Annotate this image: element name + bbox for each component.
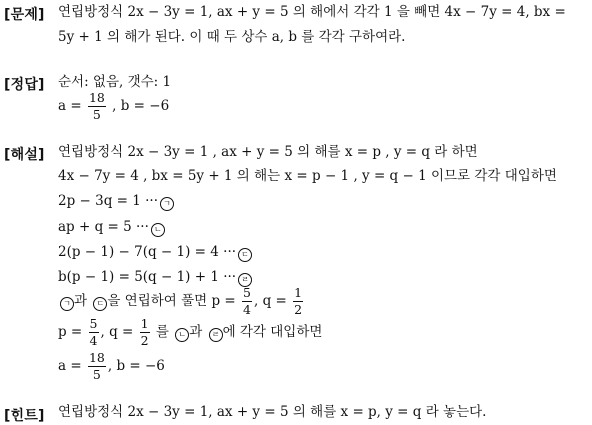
circled-marker-4b: ㄹ (209, 328, 223, 342)
q-denominator: 2 (294, 301, 303, 317)
p-denominator: 4 (243, 301, 251, 317)
final-b-value: , b = −6 (107, 358, 165, 374)
sub-q-fraction (140, 318, 150, 347)
solution-substitute-line (58, 318, 322, 347)
solution-eq-1 (58, 195, 174, 211)
circled-marker-2b: ㄴ (175, 328, 189, 342)
sub-text-3: 에 각각 대입하면 (222, 324, 323, 340)
solution-eq-4 (58, 271, 252, 287)
final-a-denominator: 5 (92, 366, 101, 382)
sub-p-label: p = (58, 324, 83, 340)
answer-a-fraction (88, 92, 106, 121)
problem-line-2: 5y + 1 의 해가 된다. 이 때 두 상수 a, b 를 각각 구하여라. (58, 29, 406, 45)
circled-marker-4: ㄹ (238, 273, 252, 287)
sub-q-label: , q = (100, 324, 134, 340)
hint-label: [힌트] (4, 408, 45, 424)
eq4-text: b(p − 1) = 5(q − 1) + 1 ··· (58, 269, 237, 285)
q-fraction (293, 287, 303, 316)
answer-label: [정답] (4, 77, 45, 93)
circled-marker-3b: ㄷ (93, 297, 107, 311)
q-numerator: 1 (294, 285, 303, 300)
eq2-text: ap + q = 5 ··· (58, 219, 149, 235)
answer-line-2 (58, 92, 169, 121)
eq1-text: 2p − 3q = 1 ··· (58, 193, 159, 209)
solution-eq-3 (58, 246, 252, 262)
sub-text: 를 (155, 324, 169, 340)
solution-combine-line (58, 287, 305, 316)
p-numerator: 5 (243, 285, 251, 300)
solution-line-2: 4x − 7y = 4 , bx = 5y + 1 의 해는 x = p − 1 , y = q − 1 이므로 각각 대입하면 (58, 168, 557, 184)
answer-a-prefix: a = (58, 98, 82, 114)
circled-marker-2: ㄴ (151, 223, 165, 237)
problem-label: [문제] (4, 7, 45, 23)
problem-line-1: 연립방정식 2x − 3y = 1, ax + y = 5 의 해에서 각각 1 을 빼면 4x − 7y = 4, bx = (58, 4, 566, 20)
sub-p-numerator: 5 (89, 316, 98, 331)
final-a-prefix: a = (58, 358, 82, 374)
answer-b-value: , b = −6 (112, 98, 170, 114)
combine-text-2: 을 연립하여 풀면 p = (107, 293, 236, 309)
solution-line-1: 연립방정식 2x − 3y = 1 , ax + y = 5 의 해를 x = p , y = q 라 하면 (58, 144, 478, 160)
circled-marker-1b: ㄱ (60, 297, 74, 311)
sub-q-numerator: 1 (140, 316, 149, 331)
combine-text: 과 (74, 293, 88, 309)
circled-marker-3: ㄷ (238, 248, 252, 262)
sub-p-denominator: 4 (89, 332, 98, 348)
answer-a-numerator: 18 (88, 90, 105, 105)
circled-marker-1: ㄱ (160, 197, 174, 211)
final-a-numerator: 18 (88, 350, 105, 365)
final-a-fraction (88, 352, 106, 381)
eq3-text: 2(p − 1) − 7(q − 1) = 4 ··· (58, 244, 237, 260)
answer-a-denominator: 5 (92, 106, 101, 122)
q-equals: , q = (254, 293, 287, 309)
hint-line-1: 연립방정식 2x − 3y = 1, ax + y = 5 의 해를 x = p, y = q 라 놓는다. (58, 404, 487, 420)
solution-eq-2 (58, 221, 165, 237)
sub-q-denominator: 2 (140, 332, 149, 348)
p-fraction (242, 287, 252, 316)
sub-text-2: 과 (189, 324, 203, 340)
solution-label: [해설] (4, 147, 45, 163)
solution-final-line (58, 352, 165, 381)
sub-p-fraction (89, 318, 99, 347)
answer-line-1: 순서: 없음, 갯수: 1 (58, 74, 172, 90)
